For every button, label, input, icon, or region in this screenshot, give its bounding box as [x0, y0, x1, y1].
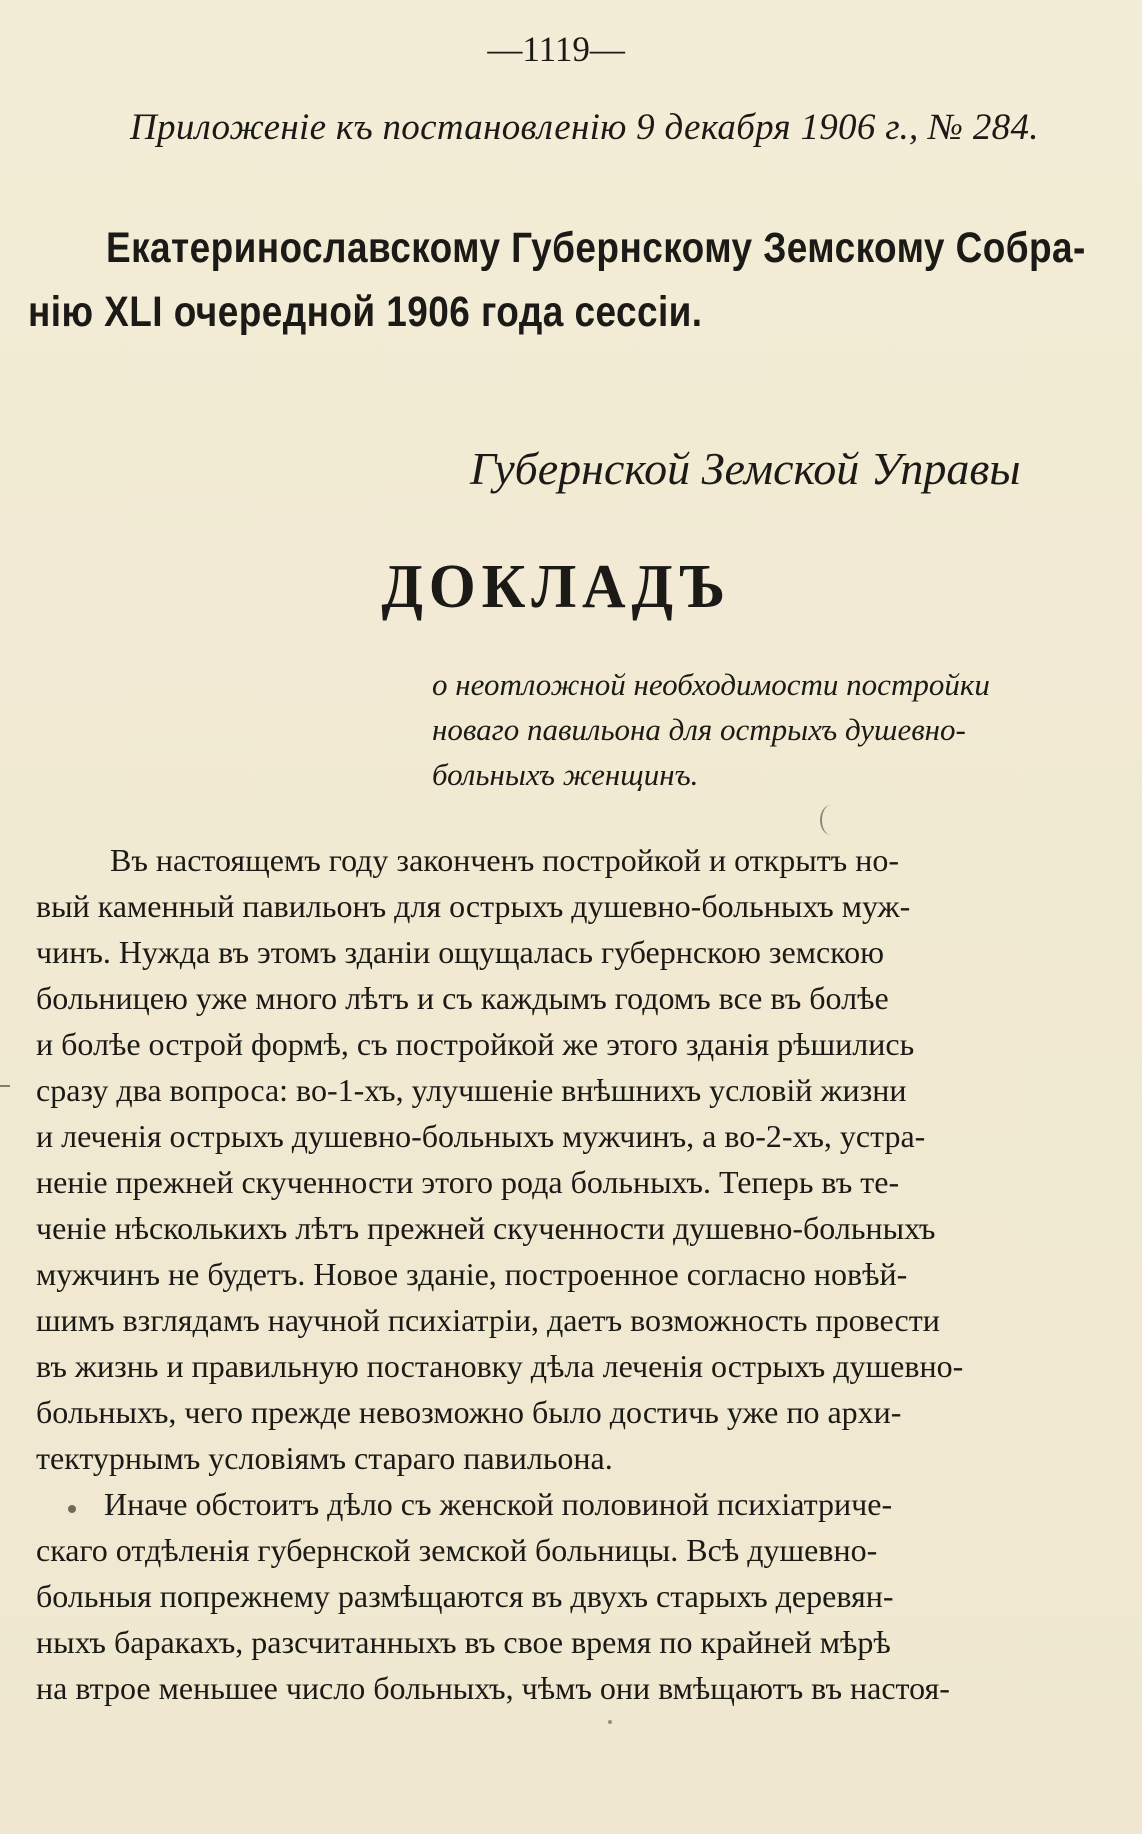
- page-number: —1119—: [487, 29, 625, 69]
- heading-line-1: Екатеринославскому Губернскому Земскому Собра-: [106, 224, 1086, 272]
- report-title: ДОКЛАДЪ: [381, 553, 731, 621]
- body-line: шимъ взглядамъ научной психiатрiи, даетъ возможность провести: [36, 1302, 940, 1338]
- body-line: вый каменный павильонъ для острыхъ душевно-больныхъ муж-: [36, 888, 911, 924]
- heading-line-2: нiю XLI очередной 1906 года сессiи.: [28, 288, 703, 336]
- body-line: на втрое меньшее число больныхъ, чѣмъ они вмѣщаютъ въ настоя-: [36, 1670, 950, 1706]
- body-line: Иначе обстоитъ дѣло съ женской половиной психiатриче-: [104, 1486, 893, 1522]
- ink-dot: [608, 1720, 612, 1724]
- appendix-note: Приложенiе къ постановленiю 9 декабря 1906 г., № 284.: [130, 107, 1039, 148]
- body-line: больныхъ, чего прежде невозможно было достичь уже по архи-: [36, 1394, 902, 1430]
- margin-mark: [0, 1085, 10, 1087]
- body-line: ченiе нѣсколькихъ лѣтъ прежней скученности душевно-больныхъ: [36, 1210, 936, 1246]
- subtitle-line: новаго павильона для острыхъ душевно-: [432, 712, 966, 747]
- body-line: и леченiя острыхъ душевно-больныхъ мужчинъ, а во-2-хъ, устра-: [36, 1118, 926, 1154]
- issuing-authority: Губернской Земской Управы: [470, 443, 1021, 494]
- body-line: ныхъ баракахъ, разсчитанныхъ въ свое время по крайней мѣрѣ: [36, 1624, 891, 1660]
- body-line: ненiе прежней скученности этого рода больныхъ. Теперь въ те-: [36, 1164, 900, 1200]
- body-line: въ жизнь и правильную постановку дѣла леченiя острыхъ душевно-: [36, 1348, 964, 1384]
- body-line: больныя попрежнему размѣщаются въ двухъ старыхъ деревян-: [36, 1578, 894, 1614]
- body-line: тектурнымъ условiямъ стараго павильона.: [36, 1440, 613, 1476]
- body-line: скаго отдѣленiя губернской земской больницы. Всѣ душевно-: [36, 1532, 878, 1568]
- body-line: Въ настоящемъ году законченъ постройкой и открытъ но-: [110, 842, 899, 878]
- ink-mark: [820, 805, 842, 835]
- body-line: чинъ. Нужда въ этомъ зданiи ощущалась губернскою земскою: [36, 934, 884, 970]
- body-line: сразу два вопроса: во-1-хъ, улучшенiе внѣшнихъ условiй жизни: [36, 1072, 907, 1108]
- body-line: и болѣе острой формѣ, съ постройкой же этого зданiя рѣшились: [36, 1026, 915, 1062]
- body-line: мужчинъ не будетъ. Новое зданiе, построенное согласно новѣй-: [36, 1256, 908, 1292]
- subtitle-line: больныхъ женщинъ.: [432, 757, 699, 792]
- ink-dot: [68, 1505, 76, 1513]
- subtitle-line: о неотложной необходимости постройки: [432, 667, 990, 702]
- body-line: больницею уже много лѣтъ и съ каждымъ годомъ все въ болѣе: [36, 980, 889, 1016]
